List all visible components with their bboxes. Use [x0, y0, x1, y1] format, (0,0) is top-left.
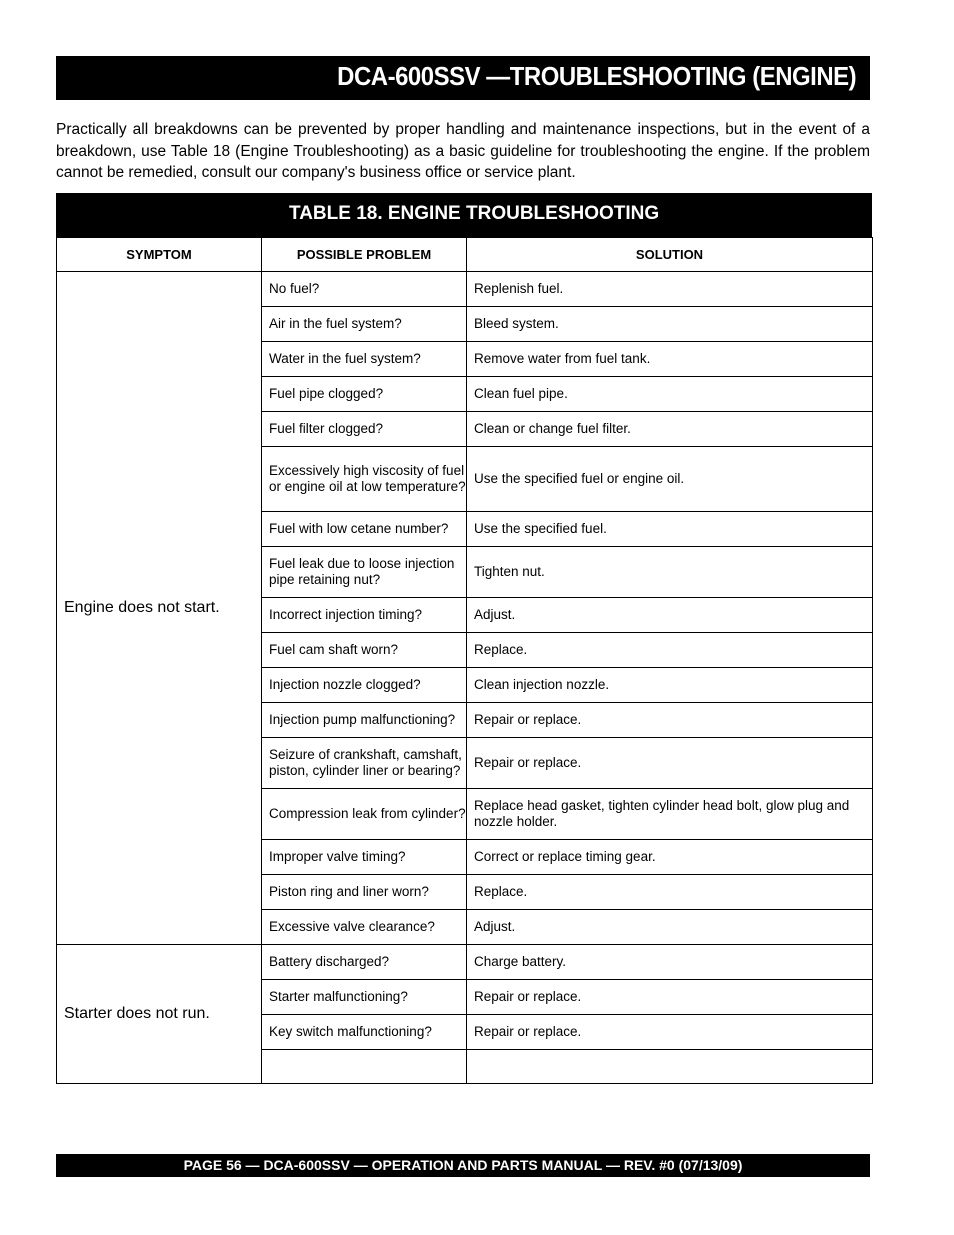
- possible-problem-cell: Starter malfunctioning?: [262, 980, 467, 1015]
- possible-problem-cell: Improper valve timing?: [262, 840, 467, 875]
- header-possible-problem: POSSIBLE PROBLEM: [262, 238, 467, 272]
- possible-problem-cell: Injection pump malfunctioning?: [262, 703, 467, 738]
- possible-problem-cell: Compression leak from cylinder?: [262, 789, 467, 840]
- page-title-bar: [56, 56, 870, 100]
- possible-problem-cell: Water in the fuel system?: [262, 342, 467, 377]
- solution-cell: Replace.: [467, 875, 873, 910]
- possible-problem-cell: Air in the fuel system?: [262, 307, 467, 342]
- symptom-cell: Engine does not start.: [57, 272, 262, 945]
- possible-problem-cell: Piston ring and liner worn?: [262, 875, 467, 910]
- table-row: [57, 945, 873, 980]
- possible-problem-cell: Excessive valve clearance?: [262, 910, 467, 945]
- solution-cell: Tighten nut.: [467, 547, 873, 598]
- solution-cell: Clean fuel pipe.: [467, 377, 873, 412]
- header-solution: SOLUTION: [467, 238, 873, 272]
- table-caption-bar: [56, 193, 872, 237]
- solution-cell: Charge battery.: [467, 945, 873, 980]
- solution-cell: Adjust.: [467, 598, 873, 633]
- solution-cell: Correct or replace timing gear.: [467, 840, 873, 875]
- solution-cell: Remove water from fuel tank.: [467, 342, 873, 377]
- possible-problem-cell: Fuel pipe clogged?: [262, 377, 467, 412]
- solution-cell: Bleed system.: [467, 307, 873, 342]
- possible-problem-cell: Seizure of crankshaft, camshaft, piston, cylinder liner or bearing?: [262, 738, 467, 789]
- possible-problem-cell: Incorrect injection timing?: [262, 598, 467, 633]
- possible-problem-cell: [262, 1050, 467, 1084]
- table-caption: TABLE 18. ENGINE TROUBLESHOOTING: [289, 203, 660, 224]
- header-row: [57, 238, 873, 272]
- solution-cell: Repair or replace.: [467, 738, 873, 789]
- intro-paragraph: Practically all breakdowns can be prevented by proper handling and maintenance inspections, but in the event of a breakdown, use Table 18 (Engine Troubleshooting) as a basic guideline for troubleshooting the engine. If the problem cannot be remedied, consult our company's business office or service plant.: [56, 121, 870, 181]
- possible-problem-cell: Injection nozzle clogged?: [262, 668, 467, 703]
- solution-cell: Replenish fuel.: [467, 272, 873, 307]
- solution-cell: Repair or replace.: [467, 980, 873, 1015]
- solution-cell: Use the specified fuel.: [467, 512, 873, 547]
- possible-problem-cell: Battery discharged?: [262, 945, 467, 980]
- possible-problem-cell: Excessively high viscosity of fuel or engine oil at low temperature?: [262, 447, 467, 512]
- possible-problem-cell: Key switch malfunctioning?: [262, 1015, 467, 1050]
- troubleshooting-table: [56, 193, 872, 1084]
- possible-problem-cell: Fuel leak due to loose injection pipe retaining nut?: [262, 547, 467, 598]
- solution-cell: Clean or change fuel filter.: [467, 412, 873, 447]
- symptom-cell: Starter does not run.: [57, 945, 262, 1084]
- solution-cell: Replace.: [467, 633, 873, 668]
- solution-cell: Use the specified fuel or engine oil.: [467, 447, 873, 512]
- possible-problem-cell: Fuel filter clogged?: [262, 412, 467, 447]
- page-title: DCA-600SSV —TROUBLESHOOTING (ENGINE): [336, 61, 856, 91]
- header-symptom: SYMPTOM: [57, 238, 262, 272]
- solution-cell: Adjust.: [467, 910, 873, 945]
- possible-problem-cell: Fuel with low cetane number?: [262, 512, 467, 547]
- possible-problem-cell: No fuel?: [262, 272, 467, 307]
- solution-cell: Replace head gasket, tighten cylinder head bolt, glow plug and nozzle holder.: [467, 789, 873, 840]
- solution-cell: Repair or replace.: [467, 703, 873, 738]
- troubleshooting-grid: [56, 237, 873, 1084]
- possible-problem-cell: Fuel cam shaft worn?: [262, 633, 467, 668]
- table-row: [57, 272, 873, 307]
- solution-cell: Repair or replace.: [467, 1015, 873, 1050]
- solution-cell: [467, 1050, 873, 1084]
- page-footer: PAGE 56 — DCA-600SSV — OPERATION AND PARTS MANUAL — REV. #0 (07/13/09): [56, 1154, 870, 1177]
- solution-cell: Clean injection nozzle.: [467, 668, 873, 703]
